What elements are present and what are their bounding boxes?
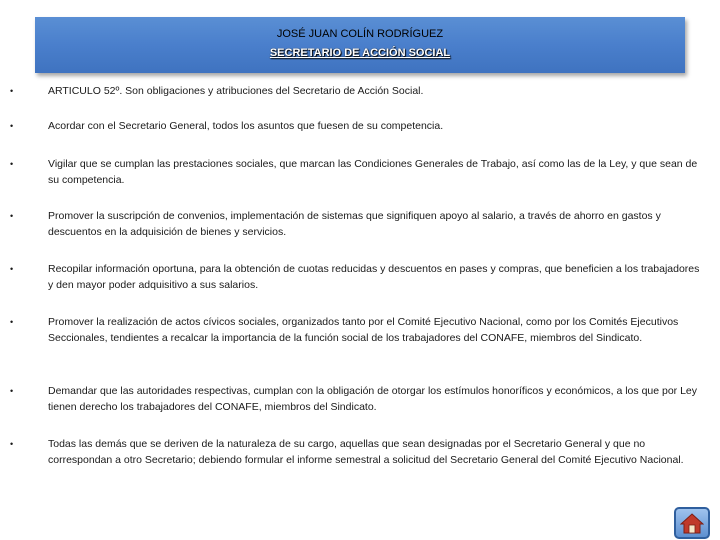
home-icon	[680, 512, 704, 534]
list-item-text: Recopilar información oportuna, para la obtención de cuotas reducidas y descuentos en pases y compras, que beneficien a los trabajadores y den mayor poder adquisitivo a sus salarios.	[48, 263, 700, 291]
list-item-text: ARTICULO 52º. Son obligaciones y atribuciones del Secretario de Acción Social.	[48, 85, 424, 97]
bullet: •	[10, 386, 14, 396]
list-item-text: Vigilar que se cumplan las prestaciones sociales, que marcan las Condiciones Generales de Trabajo, así como las de la Ley, y que sean de su competencia.	[48, 158, 698, 186]
bullet: •	[10, 264, 14, 274]
title-banner	[35, 17, 685, 73]
position-title: SECRETARIO DE ACCIÓN SOCIAL	[269, 47, 451, 59]
bullet: •	[10, 86, 14, 96]
list-item-text: Acordar con el Secretario General, todos los asuntos que fuesen de su competencia.	[48, 120, 444, 132]
list-item-text: Demandar que las autoridades respectivas, cumplan con la obligación de otorgar los estímulos honoríficos y económicos, a los que por Ley tienen derecho los trabajadores del CONAFE, miembros del Sindicato.	[48, 385, 698, 413]
home-button[interactable]	[674, 507, 710, 539]
person-name: JOSÉ JUAN COLÍN RODRÍGUEZ	[276, 28, 444, 40]
bullet: •	[10, 439, 14, 449]
list-item-text: Todas las demás que se deriven de la naturaleza de su cargo, aquellas que sean designadas por el Secretario General y que no correspondan a otro Secretario; debiendo formular el informe semestral a solicitud del Secretario General del Comité Ejecutivo Nacional.	[48, 438, 684, 466]
bullet: •	[10, 317, 14, 327]
bullet: •	[10, 121, 14, 131]
list-item-text: Promover la suscripción de convenios, implementación de sistemas que signifiquen apoyo al salario, a través de ahorro en gastos y descuentos en la adquisición de bienes y servicios.	[48, 210, 661, 238]
bullet: •	[10, 159, 14, 169]
bullet: •	[10, 211, 14, 221]
list-item-text: Promover la realización de actos cívicos sociales, organizados tanto por el Comité Ejecutivo Nacional, como por los Comités Ejecutivos Seccionales, tendientes a recalcar la importancia de la función social de los trabajadores del CONAFE, miembros del Sindicato.	[48, 316, 679, 344]
